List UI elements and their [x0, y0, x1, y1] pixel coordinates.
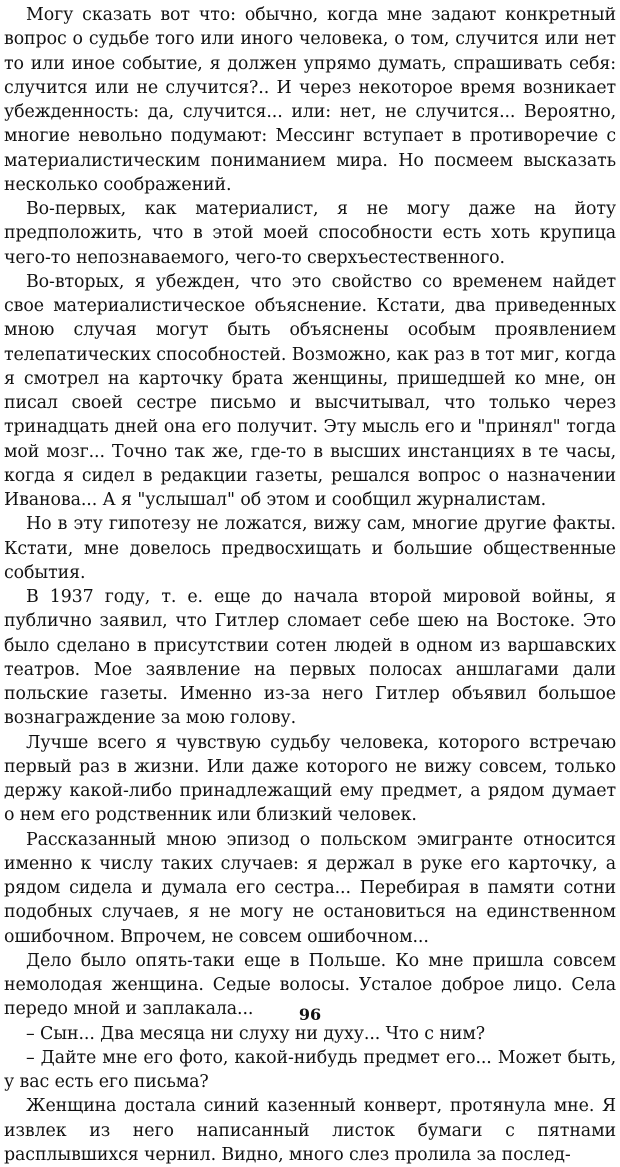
paragraph: Во-вторых, я убежден, что это свойство со временем найдет свое материалистическое объяснение. Кстати, два приведенных мною случая могут быть объяснены особым проявлением телепатических способностей. Возможно, как раз в тот миг, когда я смотрел на карточку брата женщины, пришедшей ко мне, он писал своей сестре письмо и высчитывал, что только через тринадцать дней она его получит. Эту мысль его и "принял" тогда мой мозг... Точно так же, где-то в высших инстанциях в те часы, когда я сидел в редакции газеты, решался вопрос о назначении Иванова... А я "услышал" об этом и сообщил журналистам. — [4, 271, 616, 510]
body-text — [4, 3, 616, 1167]
dialogue-line: – Дайте мне его фото, какой-нибудь предмет его... Может быть, у вас есть его письма? — [4, 1047, 616, 1092]
dialogue-line: – Сын... Два месяца ни слуху ни духу... Что с ним? — [26, 1023, 485, 1044]
paragraph: В 1937 году, т. е. еще до начала второй мировой войны, я публично заявил, что Гитлер сломает себе шею на Востоке. Это было сделано в присутствии сотен людей в одном из варшавских театров. Мое заявление на первых полосах аншлагами дали польские газеты. Именно из-за него Гитлер объявил большое вознаграждение за мою голову. — [4, 587, 616, 729]
paragraph: Во-первых, как материалист, я не могу даже на йоту предположить, что в этой моей способности есть хоть крупица чего-то непознаваемого, чего-то сверхъестественного. — [4, 199, 616, 268]
paragraph: Рассказанный мною эпизод о польском эмигранте относится именно к числу таких случаев: я держал в руке его карточку, а рядом сидела и думала его сестра... Перебирая в памяти сотни подобных случаев, я не могу не остановиться на единственном ошибочном. Впрочем, не совсем ошибочном... — [4, 829, 616, 947]
paragraph: Дело было опять-таки еще в Польше. Ко мне пришла совсем немолодая женщина. Седые волосы. Усталое доброе лицо. Села передо мной и заплакала... — [4, 950, 616, 1020]
paragraph: Лучше всего я чувствую судьбу человека, которого встречаю первый раз в жизни. Или даже которого не вижу совсем, только держу какой-либо принадлежащий ему предмет, а рядом думает о нем его родственник или близкий человек. — [4, 732, 616, 826]
paragraph: Но в эту гипотезу не ложатся, вижу сам, многие другие факты. Кстати, мне довелось предвосхищать и большие общественные события. — [4, 514, 616, 583]
paragraph: Женщина достала синий казенный конверт, протянула мне. Я извлек из него написанный листок бумаги с пятнами расплывшихся чернил. Видно, много слез пролила за послед- — [4, 1096, 616, 1165]
paragraph: Могу сказать вот что: обычно, когда мне задают конкретный вопрос о судьбе того или иного человека, о том, случится или нет то или иное событие, я должен упрямо думать, спрашивать себя: случится или не случится?.. И через некоторое время возникает убежденность: да, случится... или: нет, не случится... Вероятно, многие невольно подумают: Мессинг вступает в противоречие с материалистическим пониманием мира. Но посмеем высказать несколько соображений. — [4, 5, 616, 195]
page-number: 96 — [298, 1005, 322, 1024]
